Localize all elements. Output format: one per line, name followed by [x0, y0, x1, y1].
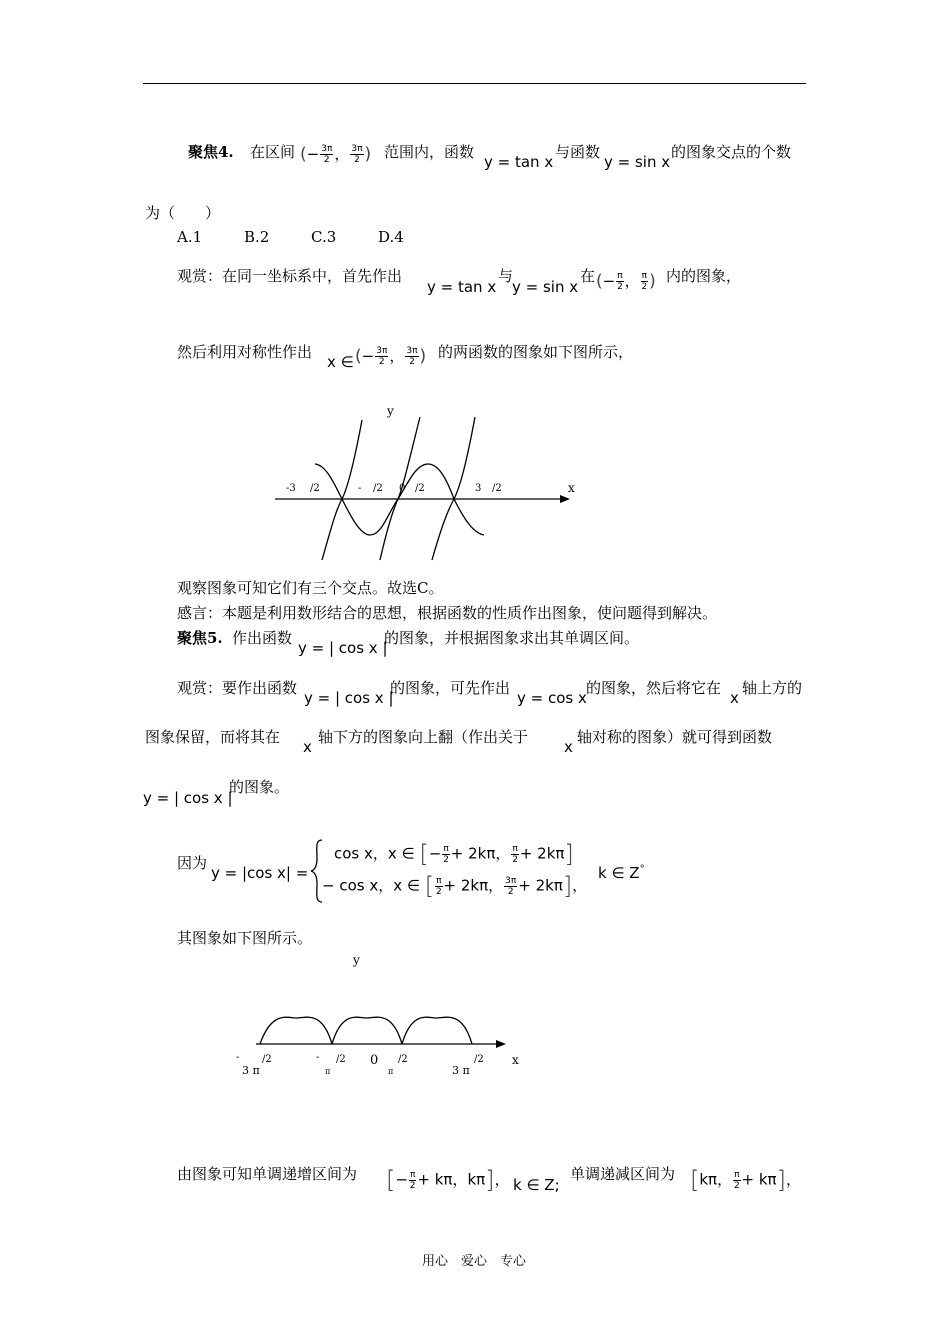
option-b: B.2: [244, 228, 270, 246]
obs4-interval-2: (− $\frac{3\pi}{2}$ ， $\frac{3\pi}{2}$ ): [355, 346, 427, 367]
final-text-1: 由图象可知单调递增区间为: [177, 1165, 358, 1183]
because-label: 因为: [177, 854, 208, 872]
case-1: cos x，x ∈ [− $\frac{\pi}{2}$ + 2kπ， $\frac{\pi}{2}$ + 2kπ]: [334, 840, 574, 868]
graph2-x-label: x: [512, 1053, 519, 1067]
graph2-tick: 0: [370, 1053, 379, 1068]
graph1-arrow: [560, 495, 570, 503]
obs5-eq3: y = | cos x |: [143, 789, 233, 807]
case-2: − cos x，x ∈ [ $\frac{\pi}{2}$ + 2kπ， $\frac{3\pi}{2}$ + 2kπ]，: [322, 872, 588, 900]
tan-branch-right: [432, 417, 475, 560]
obs5-b1: 图象保留，而将其在: [145, 728, 281, 746]
footer: 用心 爱心 专心: [422, 1254, 527, 1269]
tan-branch-left: [322, 420, 362, 560]
q4-text-4: 的图象交点的个数: [671, 143, 792, 161]
graph2-tick: π: [325, 1067, 331, 1076]
option-d: D.4: [378, 228, 404, 246]
q4-eq-tan: y = tan x: [484, 153, 554, 171]
graph1-tick: 3: [475, 483, 482, 494]
obs4-line2-a: 然后利用对称性作出: [177, 343, 313, 361]
q4-eq-sin: y = sin x: [604, 153, 671, 171]
q5-eq: y = | cos x |: [298, 639, 388, 657]
obs5-c1: 的图象。: [229, 778, 290, 796]
obs4-text-3: 在: [580, 267, 596, 285]
abs-cos-graph: [228, 948, 538, 1080]
obs5-x-3: x: [564, 738, 573, 756]
final-k-in-z: k ∈ Z;: [513, 1176, 560, 1194]
obs5-b2: 轴下方的图象向上翻（作出关于: [318, 728, 529, 746]
graph1-tick: /2: [373, 483, 383, 494]
arch-2: [332, 1017, 402, 1044]
graph2-arrow: [496, 1040, 506, 1048]
obs5-a4: 轴上方的: [742, 679, 803, 697]
because-k-in-z: k ∈ Z°: [598, 864, 645, 882]
graph1-tick: 0: [399, 483, 406, 494]
q5-text-2: 的图象，并根据图象求出其单调区间。: [384, 629, 640, 647]
q4-text-5: 为（ ）: [145, 204, 221, 222]
graph2-tick: /2: [262, 1054, 272, 1065]
q5-label: 聚焦5.: [177, 629, 223, 647]
obs4-x-in: x ∈: [327, 353, 354, 371]
obs4-text-4: 内的图象，: [666, 267, 742, 285]
increasing-interval: [− $\frac{\pi}{2}$ + kπ，kπ]，: [386, 1166, 510, 1194]
remark: 感言：本题是利用数形结合的思想，根据函数的性质作出图象，使问题得到解决。: [177, 604, 718, 622]
graph2-tick: -: [316, 1052, 320, 1063]
graph2-tick: /2: [398, 1054, 408, 1065]
obs5-a1: 观赏：要作出函数: [177, 679, 298, 697]
graph2-tick: /2: [336, 1054, 346, 1065]
q4-text-3: 与函数: [555, 143, 601, 161]
graph1-tick: /2: [415, 483, 425, 494]
graph1-tick: /2: [310, 483, 320, 494]
q4-text-1: 在区间: [250, 143, 296, 161]
obs5-eq2: y = cos x: [517, 689, 587, 707]
q5-text-1: 作出函数: [232, 629, 293, 647]
final-text-2: 单调递减区间为: [570, 1165, 676, 1183]
q4-text-2: 范围内，函数: [384, 143, 475, 161]
obs5-a2: 的图象，可先作出: [390, 679, 511, 697]
graph2-tick: 3 π: [452, 1064, 470, 1077]
graph2-y-label: y: [353, 953, 360, 967]
obs4-eq-sin: y = sin x: [512, 278, 579, 296]
arch-1: [260, 1017, 332, 1044]
option-a: A.1: [177, 228, 203, 246]
obs4-eq-tan: y = tan x: [427, 278, 497, 296]
graph2-tick: -: [236, 1052, 240, 1063]
obs4-text-2: 与: [498, 267, 514, 285]
obs5-eq1: y = | cos x |: [304, 689, 394, 707]
graph2-tick: 3 π: [242, 1064, 260, 1077]
obs4-line2-b: 的两函数的图象如下图所示，: [438, 343, 634, 361]
graph1-y-label: y: [387, 404, 394, 418]
graph1-tick: -3: [286, 483, 296, 494]
graph2-tick: /2: [474, 1054, 484, 1065]
obs4-interval: (− $\frac{\pi}{2}$ ， $\frac{\pi}{2}$ ): [596, 271, 656, 292]
q4-interval: (− $\frac{3\pi}{2}$ ， $\frac{3\pi}{2}$ ): [300, 144, 372, 165]
option-c: C.3: [311, 228, 337, 246]
conclusion-4: 观察图象可知它们有三个交点。故选C。: [177, 579, 444, 597]
graph2-tick: π: [388, 1067, 394, 1076]
header-rule: [143, 83, 806, 84]
obs5-x-1: x: [730, 689, 739, 707]
obs5-b3: 轴对称的图象）就可得到函数: [577, 728, 773, 746]
tan-sin-graph: [270, 395, 590, 570]
obs4-text-1: 观赏：在同一坐标系中，首先作出: [177, 267, 403, 285]
q4-label: 聚焦4.: [188, 143, 234, 161]
because-lhs: y = |cos x| =: [211, 864, 309, 882]
arch-3: [402, 1017, 472, 1044]
graph1-tick: /2: [492, 483, 502, 494]
obs5-x-2: x: [303, 738, 312, 756]
decreasing-interval: [kπ， $\frac{\pi}{2}$ + kπ]，: [690, 1166, 801, 1194]
graph-intro: 其图象如下图所示。: [177, 929, 313, 947]
graph1-tick: -: [358, 483, 362, 494]
graph1-x-label: x: [568, 481, 575, 495]
obs5-a3: 的图象，然后将它在: [586, 679, 722, 697]
